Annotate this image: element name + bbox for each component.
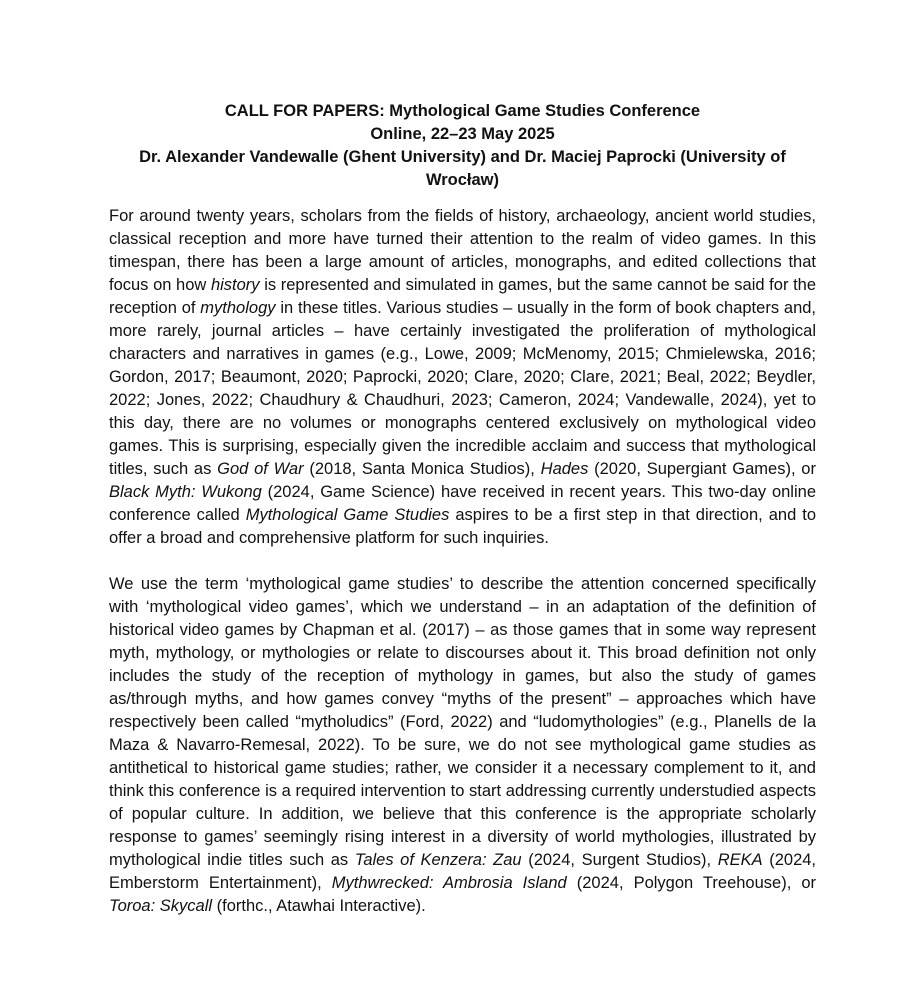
p2-text-1: We use the term ‘mythological game studies’ to describe the attention concerned specifically with ‘mythological video games’, which we understand – in an adaptation of the definition of historical video games by Chapman et al. (2017) – as those games that in some way represent myth, mythology, or mythologies or relate to discourses about it. This broad definition not only includes the study of the reception of mythology in games, but also the study of games as/through myths, and how games convey “myths of the present” – approaches which have respectively been called “mytholudics” (Ford, 2022) and “ludomythologies” (e.g., Planells de la Maza & Navarro-Remesal, 2022). To be sure, we do not see mythological game studies as antithetical to historical game studies; rather, we consider it a necessary complement to it, and think this conference is a required intervention to start addressing currently understudied aspects of popular culture. In addition, we believe that this conference is the appropriate scholarly response to games’ seemingly rising interest in a diversity of world mythologies, illustrated by mythological indie titles such as bbox=[109, 575, 816, 869]
p1-text-7: aspires to be a first step in that direction, and to offer a broad and comprehensive platform for such inquiries. bbox=[109, 506, 816, 547]
p1-italic-hades: Hades bbox=[540, 460, 589, 478]
p1-italic-black-myth-wukong: Black Myth: Wukong bbox=[109, 483, 262, 501]
p1-text-4: (2018, Santa Monica Studios), bbox=[303, 460, 541, 478]
p1-italic-mythology: mythology bbox=[200, 299, 276, 317]
p2-italic-tales-of-kenzera: Tales of Kenzera: Zau bbox=[354, 851, 522, 869]
p2-text-3: (2024, Emberstorm Entertainment), bbox=[109, 851, 817, 892]
p1-text-5: (2020, Supergiant Games), or bbox=[588, 460, 816, 478]
p1-italic-mythological-game-studies: Mythological Game Studies bbox=[245, 506, 450, 524]
conference-date-location: Online, 22–23 May 2025 bbox=[370, 125, 555, 143]
p1-italic-history: history bbox=[210, 276, 260, 294]
p2-italic-toroa-skycall: Toroa: Skycall bbox=[109, 897, 213, 915]
p2-italic-mythwrecked: Mythwrecked: Ambrosia Island bbox=[331, 874, 567, 892]
p1-text-1: For around twenty years, scholars from the fields of history, archaeology, ancient world studies, classical reception and more have turned their attention to the realm of video games. In this timespan, there has been a large amount of articles, monographs, and edited collections that focus on how bbox=[109, 207, 816, 294]
p1-text-3: in these titles. Various studies – usually in the form of book chapters and, more rarely, journal articles – have certainly investigated the proliferation of mythological characters and narratives in games (e.g., Lowe, 2009; McMenomy, 2015; Chmielewska, 2016; Gordon, 2017; Beaumont, 2020; Paprocki, 2020; Clare, 2020; Clare, 2021; Beal, 2022; Beydler, 2022; Jones, 2022; Chaudhury & Chaudhuri, 2023; Cameron, 2024; Vandewalle, 2024), yet to this day, there are no volumes or monographs centered exclusively on mythological video games. This is surprising, especially given the incredible acclaim and success that mythological titles, such as bbox=[109, 299, 817, 478]
p1-text-2: is represented and simulated in games, but the same cannot be said for the reception of bbox=[109, 276, 817, 317]
document-page bbox=[109, 100, 816, 918]
body-paragraph-2 bbox=[109, 573, 816, 918]
conference-title: CALL FOR PAPERS: Mythological Game Studies Conference bbox=[224, 102, 701, 120]
conference-organizers: Dr. Alexander Vandewalle (Ghent University) and Dr. Maciej Paprocki (University of Wrocław) bbox=[139, 148, 786, 189]
p2-text-2: (2024, Surgent Studios), bbox=[521, 851, 718, 869]
p1-text-6: (2024, Game Science) have received in recent years. This two-day online conference called bbox=[109, 483, 816, 524]
p2-italic-reka: REKA bbox=[717, 851, 763, 869]
body-paragraph-1 bbox=[109, 205, 816, 550]
p2-text-4: (2024, Polygon Treehouse), or bbox=[566, 874, 816, 892]
p2-text-5: (forthc., Atawhai Interactive). bbox=[212, 897, 426, 915]
p1-italic-god-of-war: God of War bbox=[217, 460, 304, 478]
document-header bbox=[109, 100, 816, 192]
